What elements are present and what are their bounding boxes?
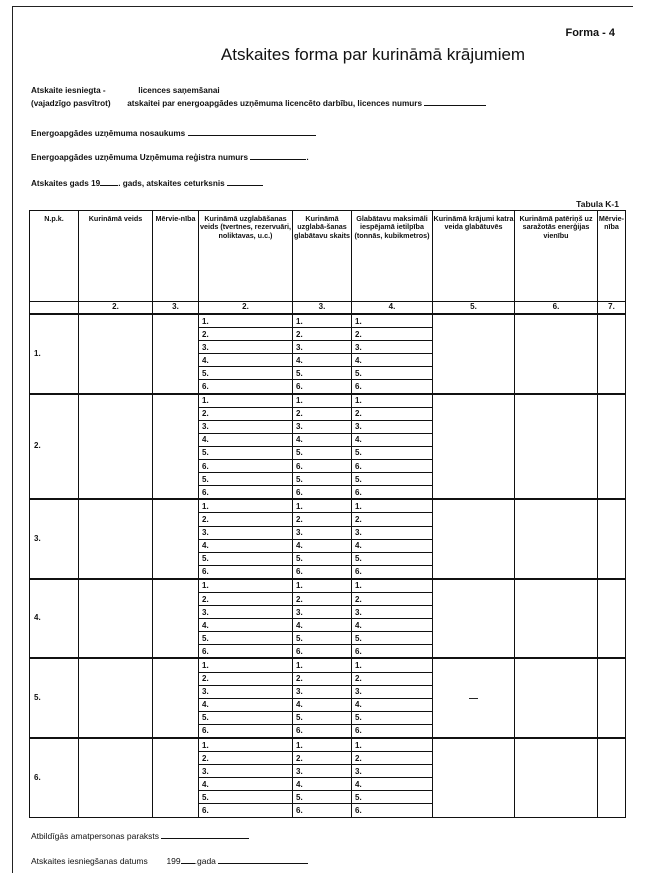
date-line (31, 855, 308, 866)
capacity-cell[interactable]: 1. (352, 314, 433, 328)
storage-count-cell[interactable]: 1. (293, 658, 352, 672)
storage-count-cell[interactable]: 1. (293, 499, 352, 513)
storage-count-cell[interactable]: 3. (293, 420, 352, 433)
company-reg-field[interactable] (250, 151, 306, 160)
storage-count-cell[interactable]: 6. (293, 380, 352, 394)
unit-cell[interactable] (153, 658, 199, 738)
storage-type-cell[interactable]: 3. (199, 685, 293, 698)
capacity-cell[interactable]: 2. (352, 407, 433, 420)
storage-type-cell[interactable]: 2. (199, 672, 293, 685)
storage-type-cell[interactable]: 6. (199, 486, 293, 500)
storage-count-cell[interactable]: 5. (293, 791, 352, 804)
row-number: 3. (30, 499, 79, 579)
storage-type-cell[interactable]: 4. (199, 778, 293, 791)
column-header-3: Mērvie-nība (153, 211, 199, 302)
storage-count-cell[interactable]: 2. (293, 672, 352, 685)
year-field[interactable] (100, 177, 118, 186)
storage-count-cell[interactable]: 6. (293, 565, 352, 579)
unit-cell-2[interactable] (598, 314, 626, 394)
capacity-cell[interactable]: 5. (352, 473, 433, 486)
unit-cell[interactable] (153, 579, 199, 659)
storage-count-cell[interactable]: 5. (293, 632, 352, 645)
storage-type-cell[interactable]: 3. (199, 526, 293, 539)
company-name-field[interactable] (188, 127, 316, 136)
column-header-5: Kurināmā uzglabā-šanas glabātavu skaits (293, 211, 352, 302)
capacity-cell[interactable]: 2. (352, 592, 433, 605)
unit-cell[interactable] (153, 499, 199, 579)
storage-type-cell[interactable]: 1. (199, 579, 293, 593)
storage-type-cell[interactable]: 5. (199, 791, 293, 804)
storage-type-cell[interactable]: 5. (199, 711, 293, 724)
storage-count-cell[interactable]: 3. (293, 765, 352, 778)
capacity-cell[interactable]: 1. (352, 499, 433, 513)
year-line (31, 177, 263, 188)
year-label-b: . gads, atskaites ceturksnis (118, 179, 225, 188)
capacity-cell[interactable]: 5. (352, 711, 433, 724)
license-number-field[interactable] (424, 97, 486, 106)
column-number-2: 2. (79, 302, 153, 315)
form-page (12, 6, 633, 873)
unit-cell[interactable] (153, 394, 199, 500)
unit-cell[interactable] (153, 314, 199, 394)
storage-count-cell[interactable]: 2. (293, 752, 352, 765)
capacity-cell[interactable]: 6. (352, 645, 433, 659)
storage-type-cell[interactable]: 3. (199, 341, 293, 354)
capacity-cell[interactable]: 3. (352, 765, 433, 778)
storage-count-cell[interactable]: 5. (293, 473, 352, 486)
storage-type-cell[interactable]: 6. (199, 804, 293, 817)
stock-mark: — (469, 693, 478, 704)
consumption-cell[interactable] (515, 579, 598, 659)
column-number-8: 6. (515, 302, 598, 315)
storage-type-cell[interactable]: 1. (199, 394, 293, 408)
column-number-6: 4. (352, 302, 433, 315)
storage-count-cell[interactable]: 1. (293, 579, 352, 593)
capacity-cell[interactable]: 4. (352, 619, 433, 632)
unit-cell-2[interactable] (598, 579, 626, 659)
storage-type-cell[interactable]: 5. (199, 446, 293, 459)
date-day-field[interactable] (218, 855, 308, 864)
capacity-cell[interactable]: 5. (352, 367, 433, 380)
storage-count-cell[interactable]: 6. (293, 645, 352, 659)
storage-type-cell[interactable]: 4. (199, 539, 293, 552)
capacity-cell[interactable]: 1. (352, 738, 433, 752)
fuel-type-cell[interactable] (79, 658, 153, 738)
quarter-field[interactable] (227, 177, 263, 186)
capacity-cell[interactable]: 3. (352, 341, 433, 354)
storage-count-cell[interactable]: 1. (293, 314, 352, 328)
capacity-cell[interactable]: 6. (352, 380, 433, 394)
table-row (30, 499, 626, 513)
storage-type-cell[interactable]: 2. (199, 592, 293, 605)
date-label-a: Atskaites iesniegšanas datums (31, 856, 148, 866)
capacity-cell[interactable]: 2. (352, 752, 433, 765)
storage-count-cell[interactable]: 2. (293, 513, 352, 526)
storage-count-cell[interactable]: 4. (293, 778, 352, 791)
column-number-5: 3. (293, 302, 352, 315)
storage-type-cell[interactable]: 1. (199, 314, 293, 328)
submitted-line (31, 86, 220, 95)
storage-count-cell[interactable]: 3. (293, 526, 352, 539)
storage-count-cell[interactable]: 6. (293, 724, 352, 738)
storage-count-cell[interactable]: 5. (293, 711, 352, 724)
capacity-cell[interactable]: 3. (352, 685, 433, 698)
storage-count-cell[interactable]: 5. (293, 446, 352, 459)
storage-type-cell[interactable]: 3. (199, 765, 293, 778)
capacity-cell[interactable]: 3. (352, 526, 433, 539)
form-number: Forma - 4 (565, 27, 615, 39)
storage-type-cell[interactable]: 4. (199, 354, 293, 367)
table-row (30, 738, 626, 752)
capacity-cell[interactable]: 6. (352, 460, 433, 473)
storage-type-cell[interactable]: 2. (199, 752, 293, 765)
unit-cell-2[interactable] (598, 658, 626, 738)
capacity-cell[interactable]: 3. (352, 606, 433, 619)
storage-count-cell[interactable]: 2. (293, 328, 352, 341)
capacity-cell[interactable]: 2. (352, 672, 433, 685)
column-number-9: 7. (598, 302, 626, 315)
date-year-field[interactable] (181, 855, 195, 864)
storage-type-cell[interactable]: 4. (199, 619, 293, 632)
stock-cell[interactable] (433, 579, 515, 659)
date-label-b: 199 (166, 856, 181, 866)
stock-cell[interactable] (433, 738, 515, 817)
fuel-type-cell[interactable] (79, 314, 153, 394)
storage-type-cell[interactable]: 6. (199, 380, 293, 394)
table-header-row (30, 211, 626, 302)
column-header-6: Glabātavu maksimāli iespējamā ietilpība (tonnās, kubikmetros) (352, 211, 433, 302)
column-header-2: Kurināmā veids (79, 211, 153, 302)
company-reg-line: Energoapgādes uzņēmuma Uzņēmuma reģistra numurs . (31, 153, 309, 162)
capacity-cell[interactable]: 6. (352, 565, 433, 579)
storage-type-cell[interactable]: 6. (199, 724, 293, 738)
unit-cell-2[interactable] (598, 394, 626, 500)
column-header-8: Kurināmā patēriņš uz saražotās enerģijas vienību (515, 211, 598, 302)
storage-count-cell[interactable]: 3. (293, 685, 352, 698)
year-label-a: Atskaites gads 19 (31, 179, 101, 188)
storage-type-cell[interactable]: 5. (199, 632, 293, 645)
row-number: 5. (30, 658, 79, 738)
capacity-cell[interactable]: 4. (352, 433, 433, 446)
storage-type-cell[interactable]: 6. (199, 460, 293, 473)
storage-count-cell[interactable]: 4. (293, 354, 352, 367)
table-row (30, 579, 626, 593)
storage-count-cell[interactable]: 4. (293, 539, 352, 552)
storage-count-cell[interactable]: 6. (293, 486, 352, 500)
fuel-type-cell[interactable] (79, 394, 153, 500)
storage-count-cell[interactable]: 1. (293, 738, 352, 752)
stock-cell[interactable] (433, 314, 515, 394)
storage-type-cell[interactable]: 5. (199, 367, 293, 380)
fuel-type-cell[interactable] (79, 499, 153, 579)
capacity-cell[interactable]: 4. (352, 354, 433, 367)
capacity-cell[interactable]: 1. (352, 579, 433, 593)
column-header-4: Kurināmā uzglabāšanas veids (tvertnes, rezervuāri, noliktavas, u.c.) (199, 211, 293, 302)
unit-cell-2[interactable] (598, 499, 626, 579)
consumption-cell[interactable] (515, 394, 598, 500)
column-number-3: 3. (153, 302, 199, 315)
capacity-cell[interactable]: 6. (352, 804, 433, 817)
fuel-type-cell[interactable] (79, 579, 153, 659)
column-header-9: Mērvie-nība (598, 211, 626, 302)
column-number-4: 2. (199, 302, 293, 315)
capacity-cell[interactable]: 4. (352, 698, 433, 711)
stock-cell[interactable] (433, 658, 515, 738)
capacity-cell[interactable]: 4. (352, 778, 433, 791)
unit-cell-2[interactable] (598, 738, 626, 817)
storage-count-cell[interactable]: 1. (293, 394, 352, 408)
capacity-cell[interactable]: 2. (352, 513, 433, 526)
capacity-cell[interactable]: 4. (352, 539, 433, 552)
capacity-cell[interactable]: 5. (352, 791, 433, 804)
consumption-cell[interactable] (515, 658, 598, 738)
capacity-cell[interactable]: 3. (352, 420, 433, 433)
storage-type-cell[interactable]: 5. (199, 552, 293, 565)
storage-count-cell[interactable]: 2. (293, 592, 352, 605)
storage-count-cell[interactable]: 3. (293, 341, 352, 354)
submitted-line-2 (31, 97, 486, 108)
consumption-cell[interactable] (515, 738, 598, 817)
stock-cell[interactable] (433, 394, 515, 500)
storage-type-cell[interactable]: 4. (199, 433, 293, 446)
table-row (30, 394, 626, 408)
row-number: 4. (30, 579, 79, 659)
storage-type-cell[interactable]: 3. (199, 420, 293, 433)
consumption-cell[interactable] (515, 314, 598, 394)
page-title-text: Atskaites forma par kurināmā krājumiem (220, 45, 526, 64)
storage-type-cell[interactable]: 6. (199, 565, 293, 579)
signature-label: Atbildīgās amatpersonas paraksts (31, 831, 160, 841)
row-number: 1. (30, 314, 79, 394)
table-label: Tabula K-1 (576, 199, 619, 209)
storage-type-cell[interactable]: 2. (199, 513, 293, 526)
fuel-stock-table (29, 210, 626, 818)
storage-count-cell[interactable]: 3. (293, 606, 352, 619)
storage-type-cell[interactable]: 2. (199, 328, 293, 341)
capacity-cell[interactable]: 2. (352, 328, 433, 341)
unit-cell[interactable] (153, 738, 199, 817)
storage-count-cell[interactable]: 2. (293, 407, 352, 420)
row-number: 6. (30, 738, 79, 817)
row-number: 2. (30, 394, 79, 500)
storage-type-cell[interactable]: 4. (199, 698, 293, 711)
capacity-cell[interactable]: 6. (352, 724, 433, 738)
storage-count-cell[interactable]: 4. (293, 433, 352, 446)
storage-type-cell[interactable]: 5. (199, 473, 293, 486)
company-name-line (31, 127, 316, 138)
stock-cell[interactable] (433, 499, 515, 579)
signature-line (31, 830, 249, 841)
capacity-cell[interactable]: 6. (352, 486, 433, 500)
capacity-cell[interactable]: 5. (352, 552, 433, 565)
storage-type-cell[interactable]: 6. (199, 645, 293, 659)
storage-type-cell[interactable]: 1. (199, 499, 293, 513)
storage-count-cell[interactable]: 5. (293, 367, 352, 380)
column-number-1 (30, 302, 79, 315)
column-header-7: Kurināmā krājumi katra veida glabātuvēs (433, 211, 515, 302)
storage-count-cell[interactable]: 4. (293, 619, 352, 632)
capacity-cell[interactable]: 5. (352, 632, 433, 645)
table-row (30, 658, 626, 672)
storage-count-cell[interactable]: 6. (293, 460, 352, 473)
storage-type-cell[interactable]: 1. (199, 658, 293, 672)
storage-count-cell[interactable]: 4. (293, 698, 352, 711)
capacity-cell[interactable]: 1. (352, 658, 433, 672)
capacity-cell[interactable]: 5. (352, 446, 433, 459)
fuel-type-cell[interactable] (79, 738, 153, 817)
column-header-1: N.p.k. (30, 211, 79, 302)
signature-field[interactable] (161, 830, 249, 839)
company-name-label: Energoapgādes uzņēmuma nosaukums (31, 129, 186, 138)
table-row (30, 314, 626, 328)
submitted-note: (vajadzīgo pasvītrot) (31, 99, 111, 108)
storage-type-cell[interactable]: 1. (199, 738, 293, 752)
consumption-cell[interactable] (515, 499, 598, 579)
column-number-row (30, 302, 626, 315)
capacity-cell[interactable]: 1. (352, 394, 433, 408)
company-reg-label: Energoapgādes uzņēmuma Uzņēmuma reģistra numurs (31, 153, 249, 162)
page-title (13, 45, 633, 65)
column-number-7: 5. (433, 302, 515, 315)
storage-type-cell[interactable]: 3. (199, 606, 293, 619)
storage-count-cell[interactable]: 5. (293, 552, 352, 565)
submitted-label: Atskaite iesniegta - (31, 86, 106, 95)
option-license-report[interactable]: atskaitei par energoapgādes uzņēmuma licencēto darbību, licences numurs (127, 99, 423, 108)
option-license-request[interactable]: licences saņemšanai (138, 86, 220, 95)
storage-type-cell[interactable]: 2. (199, 407, 293, 420)
storage-count-cell[interactable]: 6. (293, 804, 352, 817)
date-label-c: .gada (194, 856, 216, 866)
